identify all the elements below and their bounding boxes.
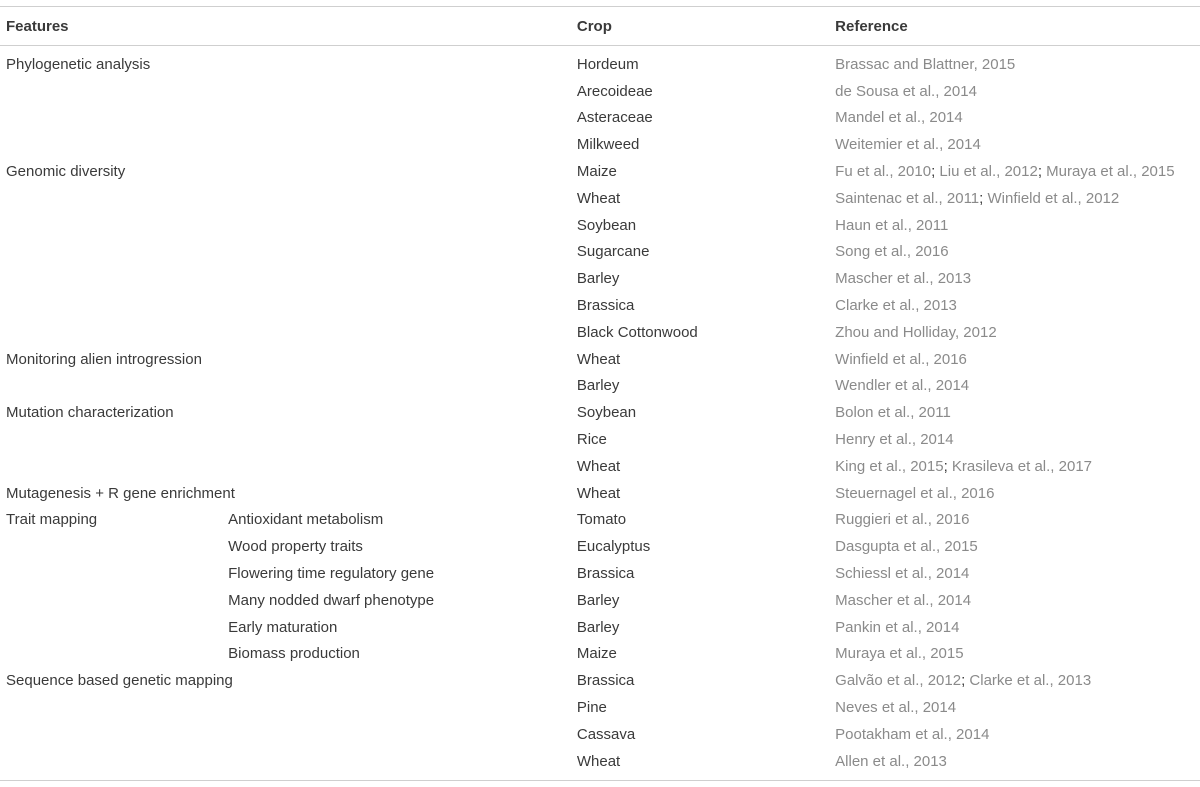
- table-row: [0, 694, 1200, 721]
- header-features: Features: [6, 17, 69, 35]
- reference-cell: [835, 507, 1200, 534]
- table-row: [0, 292, 1200, 319]
- reference-cell: [835, 346, 1200, 373]
- subfeature-cell: [228, 45, 577, 78]
- reference-separator: ;: [943, 457, 952, 475]
- feature-cell: [0, 105, 228, 132]
- table-row: [0, 614, 1200, 641]
- feature-cell: [0, 265, 228, 292]
- subfeature-cell: [228, 158, 577, 185]
- table-row: [0, 239, 1200, 266]
- subfeature-cell: Flowering time regulatory gene: [228, 565, 435, 583]
- subfeature-cell: [228, 105, 577, 132]
- table-row: [0, 105, 1200, 132]
- subfeature-cell: Many nodded dwarf phenotype: [228, 591, 435, 609]
- reference-cell: [835, 185, 1200, 212]
- crop-cell: Tomato: [576, 511, 627, 529]
- feature-cell: Sequence based genetic mapping: [6, 672, 233, 690]
- crop-cell: Eucalyptus: [576, 538, 651, 556]
- reference-link[interactable]: Brassac and Blattner, 2015: [835, 55, 1016, 73]
- table-row: [0, 748, 1200, 775]
- reference-link[interactable]: Song et al., 2016: [835, 243, 949, 261]
- reference-cell: [835, 45, 1200, 78]
- subfeature-cell: [228, 319, 577, 346]
- feature-cell: [0, 373, 228, 400]
- table-row: [0, 158, 1200, 185]
- crop-cell: Brassica: [576, 297, 635, 315]
- table-row: [0, 346, 1200, 373]
- reference-cell: [835, 158, 1200, 185]
- reference-link[interactable]: Krasileva et al., 2017: [951, 457, 1093, 475]
- crop-cell: Wheat: [576, 752, 621, 770]
- subfeature-cell: [228, 667, 577, 694]
- feature-cell: [0, 131, 228, 158]
- crop-cell: Wheat: [576, 484, 621, 502]
- feature-cell: [0, 292, 228, 319]
- reference-link[interactable]: Schiessl et al., 2014: [835, 565, 970, 583]
- feature-cell: [0, 239, 228, 266]
- reference-cell: [835, 560, 1200, 587]
- feature-cell: Genomic diversity: [6, 163, 126, 181]
- subfeature-cell: Biomass production: [228, 645, 360, 663]
- reference-link[interactable]: Galvão et al., 2012: [835, 672, 962, 690]
- subfeature-cell: [228, 131, 577, 158]
- reference-cell: [835, 426, 1200, 453]
- crop-cell: Wheat: [576, 350, 621, 368]
- reference-link[interactable]: Dasgupta et al., 2015: [835, 538, 978, 556]
- reference-link[interactable]: Saintenac et al., 2011: [835, 189, 980, 207]
- feature-cell: [0, 453, 228, 480]
- reference-link[interactable]: Ruggieri et al., 2016: [835, 511, 970, 529]
- subfeature-cell: [228, 480, 577, 507]
- crop-cell: Barley: [576, 270, 620, 288]
- table-bottom-rule: [0, 780, 1200, 781]
- reference-separator: ;: [961, 672, 970, 690]
- table-row: [0, 641, 1200, 668]
- table-row: [0, 587, 1200, 614]
- reference-cell: [835, 292, 1200, 319]
- subfeature-cell: [228, 265, 577, 292]
- feature-cell: Phylogenetic analysis: [6, 55, 151, 73]
- reference-link[interactable]: Henry et al., 2014: [835, 431, 954, 449]
- reference-cell: [835, 667, 1200, 694]
- reference-cell: [835, 453, 1200, 480]
- crop-cell: Rice: [576, 431, 607, 449]
- feature-cell: [0, 533, 228, 560]
- table-row: [0, 399, 1200, 426]
- reference-link[interactable]: Allen et al., 2013: [835, 752, 947, 770]
- table-row: [0, 453, 1200, 480]
- feature-cell: [0, 641, 228, 668]
- feature-cell: Trait mapping: [6, 511, 98, 529]
- subfeature-cell: [228, 399, 577, 426]
- crop-cell: Wheat: [576, 189, 621, 207]
- table-row: [0, 319, 1200, 346]
- reference-cell: [835, 373, 1200, 400]
- reference-link[interactable]: Neves et al., 2014: [835, 699, 957, 717]
- reference-link[interactable]: Mascher et al., 2013: [835, 270, 972, 288]
- table-row: [0, 560, 1200, 587]
- subfeature-cell: Wood property traits: [228, 538, 363, 556]
- reference-cell: [835, 212, 1200, 239]
- table-row: [0, 721, 1200, 748]
- reference-cell: [835, 748, 1200, 775]
- subfeature-cell: [228, 239, 577, 266]
- crop-cell: Soybean: [576, 216, 637, 234]
- feature-cell: [0, 614, 228, 641]
- crop-cell: Barley: [576, 618, 620, 636]
- reference-link[interactable]: Wendler et al., 2014: [835, 377, 970, 395]
- subfeature-cell: [228, 453, 577, 480]
- header-reference: Reference: [835, 17, 908, 35]
- table-header-row: [0, 7, 1200, 45]
- table-body: [0, 45, 1200, 775]
- feature-cell: [0, 694, 228, 721]
- feature-cell: [0, 721, 228, 748]
- crop-cell: Black Cottonwood: [576, 323, 698, 341]
- subfeature-cell: [228, 748, 577, 775]
- reference-cell: [835, 78, 1200, 105]
- reference-separator: ;: [931, 163, 940, 181]
- crop-cell: Maize: [576, 645, 617, 663]
- feature-cell: [0, 560, 228, 587]
- reference-link[interactable]: Winfield et al., 2012: [987, 189, 1120, 207]
- header-subfeature: [228, 7, 577, 45]
- table-row: [0, 185, 1200, 212]
- table-row: [0, 265, 1200, 292]
- feature-cell: [0, 426, 228, 453]
- subfeature-cell: [228, 373, 577, 400]
- reference-link[interactable]: Muraya et al., 2015: [1046, 163, 1175, 181]
- reference-link[interactable]: Steuernagel et al., 2016: [835, 484, 995, 502]
- reference-cell: [835, 131, 1200, 158]
- reference-cell: [835, 533, 1200, 560]
- features-table: [0, 7, 1200, 775]
- feature-cell: Monitoring alien introgression: [6, 350, 202, 368]
- crop-cell: Arecoideae: [576, 82, 653, 100]
- table-row: [0, 131, 1200, 158]
- crop-cell: Sugarcane: [576, 243, 650, 261]
- reference-link[interactable]: Haun et al., 2011: [835, 216, 949, 234]
- feature-cell: [0, 748, 228, 775]
- reference-cell: [835, 614, 1200, 641]
- subfeature-cell: [228, 212, 577, 239]
- reference-link[interactable]: Mascher et al., 2014: [835, 591, 972, 609]
- reference-link[interactable]: de Sousa et al., 2014: [835, 82, 977, 100]
- crop-cell: Brassica: [576, 565, 635, 583]
- reference-cell: [835, 721, 1200, 748]
- reference-link[interactable]: Pankin et al., 2014: [835, 618, 960, 636]
- subfeature-cell: Early maturation: [228, 618, 338, 636]
- reference-cell: [835, 480, 1200, 507]
- table-row: [0, 533, 1200, 560]
- subfeature-cell: [228, 721, 577, 748]
- table-row: [0, 667, 1200, 694]
- reference-link[interactable]: Liu et al., 2012: [939, 163, 1038, 181]
- crop-cell: Maize: [576, 163, 617, 181]
- crop-cell: Milkweed: [576, 136, 640, 154]
- reference-link[interactable]: Winfield et al., 2016: [835, 350, 967, 368]
- crop-cell: Hordeum: [576, 55, 639, 73]
- reference-cell: [835, 399, 1200, 426]
- reference-separator: ;: [979, 189, 988, 207]
- feature-cell: [0, 587, 228, 614]
- feature-cell: [0, 78, 228, 105]
- feature-cell: [0, 185, 228, 212]
- table-row: [0, 373, 1200, 400]
- reference-link[interactable]: Muraya et al., 2015: [835, 645, 964, 663]
- subfeature-cell: [228, 694, 577, 721]
- reference-cell: [835, 319, 1200, 346]
- reference-link[interactable]: Bolon et al., 2011: [835, 404, 951, 422]
- subfeature-cell: [228, 426, 577, 453]
- reference-link[interactable]: King et al., 2015: [835, 457, 944, 475]
- reference-link[interactable]: Clarke et al., 2013: [969, 672, 1092, 690]
- feature-cell: [0, 212, 228, 239]
- reference-cell: [835, 694, 1200, 721]
- subfeature-cell: [228, 292, 577, 319]
- crop-cell: Soybean: [576, 404, 637, 422]
- table-row: [0, 426, 1200, 453]
- subfeature-cell: [228, 185, 577, 212]
- reference-cell: [835, 105, 1200, 132]
- table-row: [0, 212, 1200, 239]
- header-crop: Crop: [576, 17, 612, 35]
- reference-link[interactable]: Zhou and Holliday, 2012: [835, 323, 997, 341]
- reference-link[interactable]: Fu et al., 2010: [835, 163, 932, 181]
- reference-link[interactable]: Clarke et al., 2013: [835, 297, 957, 315]
- feature-cell: [0, 319, 228, 346]
- crop-cell: Wheat: [576, 457, 621, 475]
- reference-cell: [835, 587, 1200, 614]
- table-row: [0, 45, 1200, 78]
- table-row: [0, 480, 1200, 507]
- crop-cell: Cassava: [576, 725, 636, 743]
- crop-cell: Asteraceae: [576, 109, 653, 127]
- subfeature-cell: [228, 78, 577, 105]
- reference-link[interactable]: Weitemier et al., 2014: [835, 136, 981, 154]
- reference-cell: [835, 265, 1200, 292]
- reference-cell: [835, 641, 1200, 668]
- crop-cell: Barley: [576, 377, 620, 395]
- subfeature-cell: Antioxidant metabolism: [228, 511, 384, 529]
- reference-separator: ;: [1037, 163, 1047, 181]
- reference-link[interactable]: Pootakham et al., 2014: [835, 725, 990, 743]
- crop-cell: Brassica: [576, 672, 635, 690]
- crop-cell: Pine: [576, 699, 607, 717]
- feature-cell: Mutagenesis + R gene enrichment: [6, 484, 235, 502]
- subfeature-cell: [228, 346, 577, 373]
- table-row: [0, 507, 1200, 534]
- feature-cell: Mutation characterization: [6, 404, 174, 422]
- table-row: [0, 78, 1200, 105]
- crop-cell: Barley: [576, 591, 620, 609]
- reference-link[interactable]: Mandel et al., 2014: [835, 109, 963, 127]
- reference-cell: [835, 239, 1200, 266]
